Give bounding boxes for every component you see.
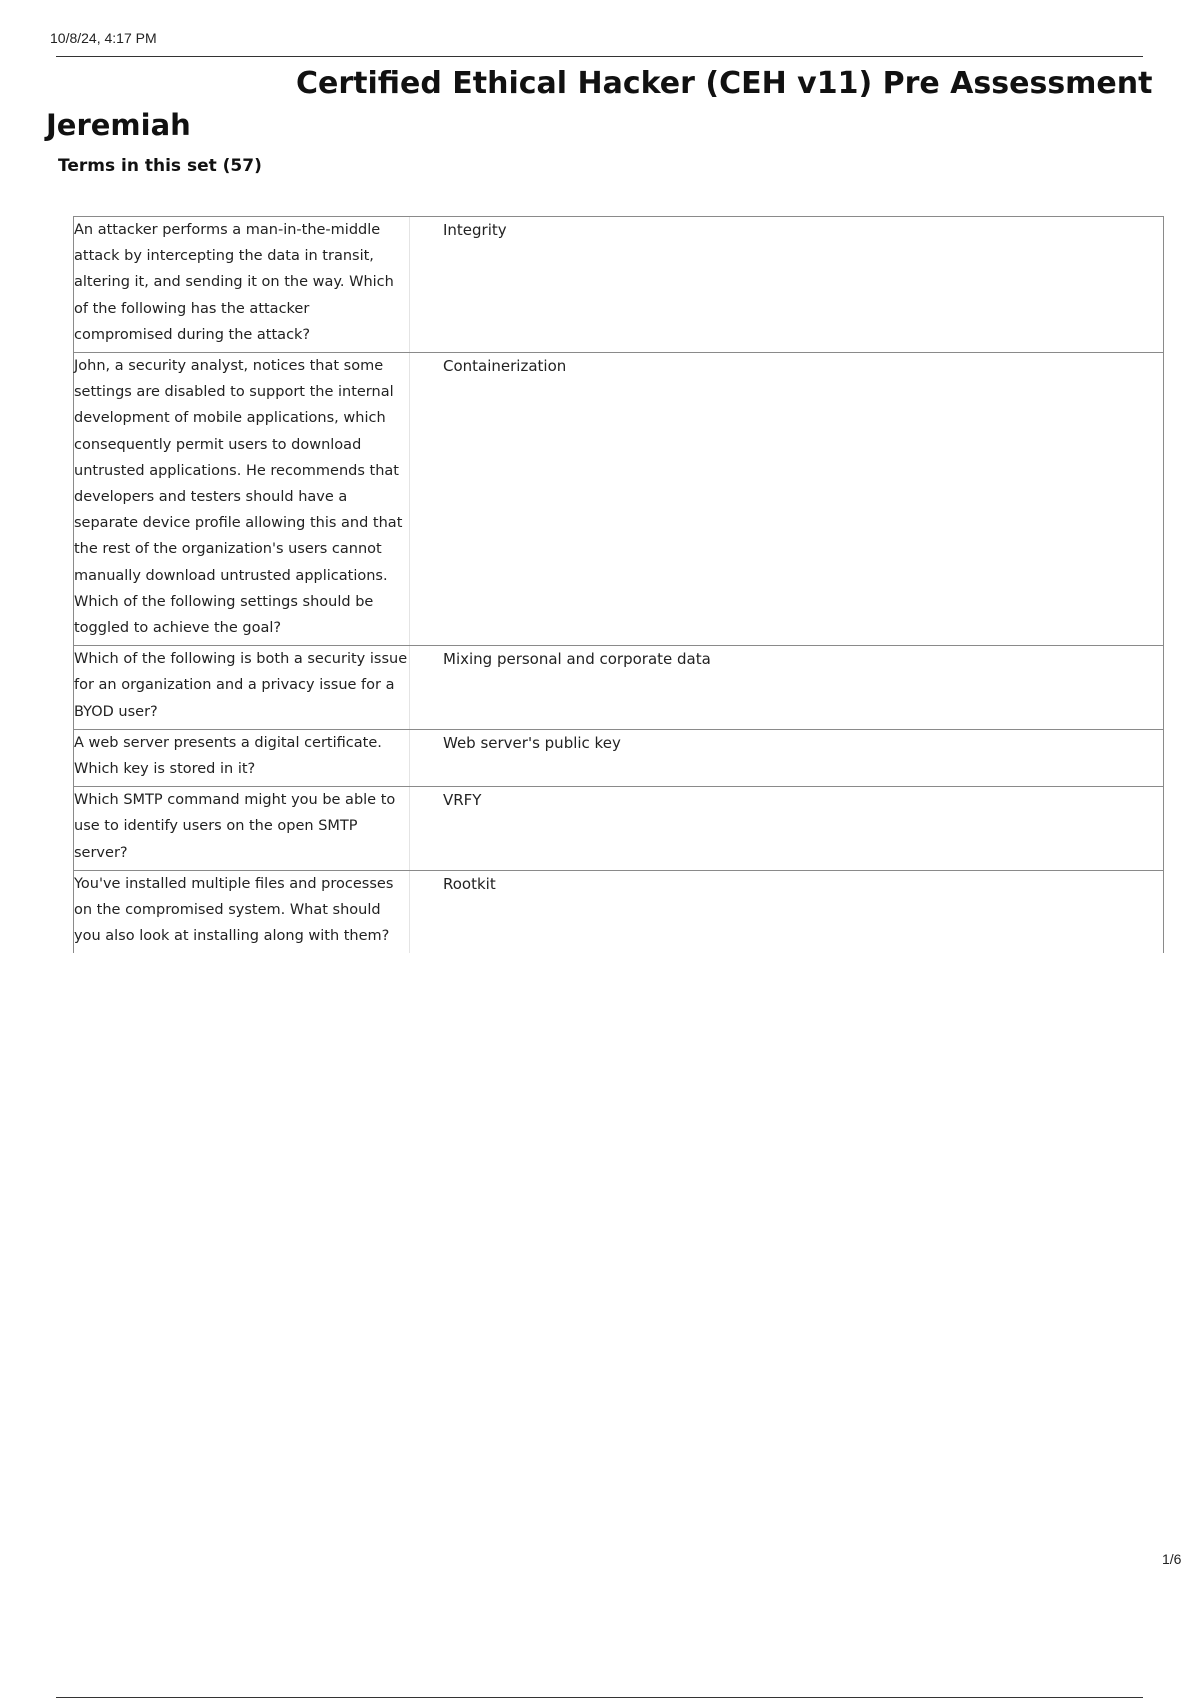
term-row (74, 353, 1163, 646)
term-row (74, 730, 1163, 787)
terms-table (73, 216, 1164, 953)
header-divider (56, 56, 1143, 57)
term-question: A web server presents a digital certificate. Which key is stored in it? (74, 730, 410, 786)
term-row (74, 871, 1163, 954)
term-answer: Integrity (443, 221, 507, 239)
term-answer: Mixing personal and corporate data (443, 650, 711, 669)
term-question: You've installed multiple files and processes on the compromised system. What should you also look at installing along with them? (74, 871, 410, 954)
author-name: Jeremiah (46, 108, 191, 142)
terms-count-heading: Terms in this set (57) (58, 156, 262, 176)
print-timestamp: 10/8/24, 4:17 PM (50, 30, 157, 46)
footer-divider (56, 1697, 1143, 1698)
term-answer: Rootkit (443, 874, 496, 893)
term-answer: VRFY (443, 791, 482, 810)
term-question: Which of the following is both a security issue for an organization and a privacy issue for a BYOD user? (74, 646, 410, 729)
term-row (74, 787, 1163, 871)
term-question: An attacker performs a man-in-the-middle attack by intercepting the data in transit, altering it, and sending it on the way. Which of the following has the attacker compromised during the attack? (74, 217, 410, 352)
term-question: Which SMTP command might you be able to use to identify users on the open SMTP server? (74, 787, 410, 870)
page-number: 1/6 (1162, 1551, 1182, 1567)
page-title: Certified Ethical Hacker (CEH v11) Pre Assessment (296, 66, 1153, 101)
term-answer: Web server's public key (443, 733, 621, 752)
term-question: John, a security analyst, notices that some settings are disabled to support the internal development of mobile applications, which consequently permit users to download untrusted applications. He recommends that developers and testers should have a separate device profile allowing this and that the rest of the organization's users cannot manually download untrusted applications. Which of the following settings should be toggled to achieve the goal? (74, 353, 410, 645)
term-row (74, 217, 1163, 353)
term-answer: Containerization (443, 357, 567, 376)
term-row (74, 646, 1163, 730)
